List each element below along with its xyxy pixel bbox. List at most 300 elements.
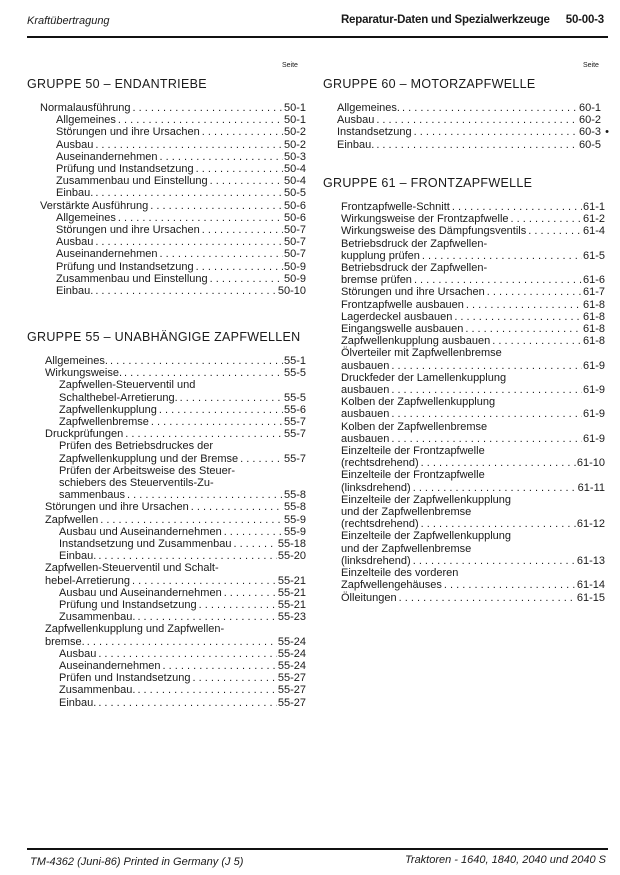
toc-entry-text: Einbau. <box>56 285 94 298</box>
toc-entry-text: Frontzapfwelle ausbauen <box>341 298 464 311</box>
toc-entry-last-line <box>341 384 605 396</box>
toc-entry-text: ausbauen <box>341 432 390 445</box>
toc-entry <box>27 200 306 212</box>
toc-entry-last-line <box>341 360 605 372</box>
toc-page-number: 55-27 <box>277 672 306 685</box>
toc-entry <box>27 562 306 586</box>
toc-entry-text: Zapfwellengehäuses <box>341 579 442 592</box>
leader-dots <box>202 224 283 236</box>
toc-page-number: 55-27 <box>277 684 306 697</box>
toc-entry <box>27 379 306 403</box>
toc-entry <box>27 163 306 175</box>
toc-entry-text: Ausbau und Auseinandernehmen <box>59 525 222 538</box>
toc-entry-text: sammenbaus <box>59 489 126 502</box>
toc-entry-last-line <box>59 599 306 611</box>
toc-entry-last-line <box>56 126 306 138</box>
toc-entry-text: (rechtsdrehend) <box>341 518 419 531</box>
toc-entry-last-line <box>59 648 306 660</box>
toc-entry-last-line <box>45 636 306 648</box>
toc-entry-last-line <box>56 273 306 285</box>
toc-entry-text: Prüfen des Betriebsdruckes der <box>59 440 214 453</box>
leader-dots <box>98 648 277 660</box>
toc-page-number: 50-6 <box>283 211 306 224</box>
leader-dots <box>95 236 283 248</box>
toc-entry-text: Frontzapfwelle-Schnitt <box>341 201 450 213</box>
toc-entry-text: Instandsetzung <box>337 126 412 139</box>
header-rule <box>27 36 608 38</box>
toc-page-number: 50-10 <box>277 285 306 298</box>
toc-entry-text: Zapfwellen-Steuerventil und Schalt- <box>45 562 219 575</box>
toc-entry-text: Einzelteile der Zapfwellenkupplung <box>341 493 511 506</box>
toc-entry-text: Prüfung und Instandsetzung <box>56 163 194 176</box>
toc-entry <box>323 114 601 126</box>
toc-entry-text: Allgemeines <box>56 211 116 224</box>
toc-entry-text: ausbauen <box>341 384 390 397</box>
leader-dots <box>160 248 283 260</box>
toc-entry-last-line <box>56 187 306 199</box>
seite-label-right: Seite <box>583 62 599 69</box>
toc-entry <box>27 404 306 416</box>
toc-entry-last-line <box>341 299 605 311</box>
revision-mark: • <box>605 126 609 139</box>
toc-entry-text: (rechtsdrehend) <box>341 457 419 470</box>
toc-entry-text: Einzelteile der Frontzapfwelle <box>341 469 485 482</box>
toc-page-number: 55-24 <box>277 647 306 660</box>
toc-entry-last-line <box>45 575 306 587</box>
toc-entry-text: Auseinandernehmen <box>59 660 161 673</box>
toc-entry <box>323 567 605 591</box>
toc-entry-last-line <box>59 453 306 465</box>
toc-entry <box>323 238 605 262</box>
toc-entry-text: bremse. <box>45 635 85 648</box>
toc-entry-text: Auseinandernehmen <box>56 150 158 163</box>
group-50 <box>27 77 306 297</box>
toc-entry-text: Einzelteile der Frontzapfwelle <box>341 445 485 458</box>
footer-rule <box>27 848 608 850</box>
leader-dots <box>444 579 576 591</box>
toc-entry <box>27 285 306 297</box>
toc-page-number: 55-9 <box>283 525 306 538</box>
toc-entry-text: Prüfen und Instandsetzung <box>59 672 191 685</box>
toc-entry-text: Betriebsdruck der Zapfwellen- <box>341 262 488 275</box>
toc-entry-text: Allgemeines <box>56 114 116 127</box>
toc-page-number: 61-11 <box>577 481 605 494</box>
toc-entry <box>27 587 306 599</box>
leader-dots <box>233 538 276 550</box>
toc-entry-last-line <box>56 285 306 297</box>
toc-page-number: 50-6 <box>283 199 306 212</box>
toc-page-number: 55-18 <box>277 538 306 551</box>
toc-entry-last-line <box>341 518 605 530</box>
leader-dots <box>391 433 582 445</box>
toc-entry-last-line <box>337 126 609 139</box>
leader-dots <box>422 250 582 262</box>
toc-page-number: 50-2 <box>283 138 306 151</box>
toc-entry <box>323 201 605 213</box>
toc-entry-last-line <box>59 587 306 599</box>
toc-entry-last-line <box>59 538 306 550</box>
leader-dots <box>133 102 283 114</box>
leader-dots <box>98 697 277 709</box>
leader-dots <box>391 360 582 372</box>
toc-page-number: 60-3 <box>578 126 601 139</box>
leader-dots <box>376 114 578 126</box>
leader-dots <box>399 592 576 604</box>
toc-entry <box>323 494 605 531</box>
leader-dots <box>180 392 283 404</box>
toc-page-number: 61-15 <box>576 591 605 604</box>
toc-entry <box>27 623 306 647</box>
leader-dots <box>163 660 277 672</box>
header-page-number: 50-00-3 <box>565 14 604 26</box>
toc-page-number: 55-6 <box>283 403 306 416</box>
toc-page-number: 50-2 <box>283 126 306 139</box>
toc-entry-last-line <box>341 433 605 445</box>
toc-page-number: 55-5 <box>283 367 306 380</box>
toc-entry-last-line <box>341 335 605 347</box>
leader-dots <box>454 311 582 323</box>
toc-entry <box>27 261 306 273</box>
toc-entry <box>27 114 306 126</box>
leader-dots <box>376 139 578 151</box>
toc-page-number: 61-1 <box>582 201 605 213</box>
toc-entry-text: Schalthebel-Arretierung. <box>59 391 178 404</box>
toc-entry-last-line <box>341 201 605 213</box>
leader-dots <box>413 555 576 567</box>
toc-page-number: 61-9 <box>582 384 605 397</box>
toc-entry <box>323 372 605 396</box>
toc-entry <box>27 355 306 367</box>
leader-dots <box>110 355 283 367</box>
toc-entry-last-line <box>59 697 306 709</box>
toc-entry-text: Einbau. <box>56 187 94 200</box>
toc-page-number: 55-21 <box>277 574 306 587</box>
toc-entry <box>27 175 306 187</box>
toc-page-number: 55-1 <box>283 355 306 367</box>
leader-dots <box>224 526 283 538</box>
toc-entry <box>323 323 605 335</box>
toc-entry-text: Zapfwellen <box>45 513 99 526</box>
toc-entry <box>27 526 306 538</box>
toc-entry <box>27 416 306 428</box>
toc-page-number: 50-7 <box>283 236 306 249</box>
leader-dots <box>118 114 283 126</box>
toc-entry-text: schiebers des Steuerventils-Zu- <box>59 477 214 490</box>
toc-entry <box>323 530 605 567</box>
leader-dots <box>95 285 277 297</box>
leader-dots <box>151 416 283 428</box>
toc-page-number: 61-8 <box>582 323 605 336</box>
toc-entry <box>323 139 601 151</box>
toc-entry <box>323 396 605 420</box>
leader-dots <box>191 501 283 513</box>
toc-entry-text: Einbau. <box>59 696 97 709</box>
leader-dots <box>414 126 578 138</box>
leader-dots <box>465 323 582 335</box>
toc-entry-text: Störungen und ihre Ursachen <box>56 126 200 139</box>
toc-entry-last-line <box>341 225 605 237</box>
toc-entry-text: Prüfen der Arbeitsweise des Steuer- <box>59 464 236 477</box>
toc-entry <box>323 469 605 493</box>
seite-label-left: Seite <box>282 62 298 69</box>
toc-entry-last-line <box>59 611 306 623</box>
toc-entry-text: Zusammenbau und Einstellung <box>56 175 208 188</box>
toc-entry-last-line <box>56 261 306 273</box>
toc-page-number: 50-3 <box>283 150 306 163</box>
toc-entry-last-line <box>40 200 306 212</box>
leader-dots <box>118 212 283 224</box>
toc-entry-last-line <box>337 139 601 151</box>
toc-entry-last-line <box>45 501 306 513</box>
toc-entry-last-line <box>45 428 306 440</box>
toc-entry <box>323 445 605 469</box>
leader-dots <box>492 335 582 347</box>
group-heading: GRUPPE 50 – ENDANTRIEBE <box>27 77 207 91</box>
toc-entry <box>27 550 306 562</box>
toc-entry-last-line <box>56 151 306 163</box>
leader-dots <box>196 163 283 175</box>
toc-page-number: 55-7 <box>283 452 306 465</box>
toc-page-number: 55-9 <box>283 513 306 526</box>
toc-entry <box>27 187 306 199</box>
toc-entry <box>27 465 306 502</box>
leader-dots <box>413 482 577 494</box>
toc-entry-text: (linksdrehend) <box>341 481 411 494</box>
toc-entry <box>27 139 306 151</box>
leader-dots <box>224 587 277 599</box>
leader-dots <box>210 273 283 285</box>
toc-page-number: 61-10 <box>576 457 605 470</box>
toc-entry-last-line <box>59 550 306 562</box>
toc-entry-text: hebel-Arretierung <box>45 574 130 587</box>
leader-dots <box>391 408 582 420</box>
toc-entry-last-line <box>341 213 605 225</box>
toc-page-number: 61-13 <box>576 554 605 567</box>
toc-page-number: 61-6 <box>582 274 605 287</box>
leader-dots <box>402 102 578 114</box>
leader-dots <box>137 611 276 623</box>
toc-entry-last-line <box>56 248 306 260</box>
group-60 <box>323 77 609 151</box>
toc-entry <box>323 311 605 323</box>
toc-entry-text: Zapfwellen-Steuerventil und <box>59 379 196 392</box>
toc-entry-text: Ausbau <box>56 138 94 151</box>
toc-entry <box>27 428 306 440</box>
toc-entry <box>27 514 306 526</box>
leader-dots <box>192 672 276 684</box>
toc-entry-text: Betriebsdruck der Zapfwellen- <box>341 237 488 250</box>
leader-dots <box>528 225 582 237</box>
toc-entry-text: Wirkungsweise. <box>45 367 123 380</box>
toc-page-number: 55-7 <box>283 428 306 441</box>
leader-dots <box>100 514 283 526</box>
toc-entry <box>27 648 306 660</box>
toc-page-number: 60-2 <box>578 114 601 127</box>
toc-page-number: 61-8 <box>582 335 605 348</box>
toc-page-number: 61-12 <box>576 518 605 531</box>
toc-entry-last-line <box>59 526 306 538</box>
toc-page-number: 55-24 <box>277 660 306 673</box>
leader-dots <box>87 636 277 648</box>
toc-page-number: 50-4 <box>283 163 306 176</box>
toc-entry-text: Lagerdeckel ausbauen <box>341 310 453 323</box>
toc-entry-last-line <box>59 489 306 501</box>
toc-page-number: 55-21 <box>277 599 306 612</box>
toc-entry <box>27 367 306 379</box>
toc-entry <box>27 151 306 163</box>
toc-entry <box>27 697 306 709</box>
toc-entry-text: Verstärkte Ausführung <box>40 199 149 212</box>
toc-entry-text: Instandsetzung und Zusammenbau <box>59 538 232 551</box>
toc-page-number: 61-9 <box>582 408 605 421</box>
toc-page-number: 55-23 <box>277 611 306 624</box>
toc-entry-text: Zapfwellenkupplung und der Bremse <box>59 452 239 465</box>
toc-entry-last-line <box>341 592 605 604</box>
toc-page-number: 50-1 <box>283 114 306 127</box>
toc-entry <box>323 335 605 347</box>
toc-entry-text: bremse prüfen <box>341 274 412 287</box>
toc-entry-text: Zapfwellenkupplung <box>59 403 157 416</box>
toc-entry-text: Ausbau <box>59 647 97 660</box>
toc-entry-text: Prüfung und Instandsetzung <box>56 260 194 273</box>
group-heading: GRUPPE 55 – UNABHÄNGIGE ZAPFWELLEN <box>27 330 301 344</box>
toc-entry-last-line <box>45 514 306 526</box>
toc-entry <box>323 126 609 139</box>
toc-entry-last-line <box>341 579 605 591</box>
toc-entry-text: Prüfung und Instandsetzung <box>59 599 197 612</box>
toc-entry-last-line <box>59 684 306 696</box>
toc-entry-text: Einzelteile des vorderen <box>341 567 459 580</box>
toc-entry <box>27 212 306 224</box>
leader-dots <box>95 187 283 199</box>
header-title: Reparatur-Daten und Spezialwerkzeuge <box>340 14 550 26</box>
toc-entry-text: Auseinandernehmen <box>56 248 158 261</box>
toc-entry-last-line <box>341 250 605 262</box>
leader-dots <box>240 453 283 465</box>
toc-entry <box>323 262 605 286</box>
toc-entry <box>323 225 605 237</box>
toc-entry <box>27 236 306 248</box>
toc-entry <box>323 286 605 298</box>
toc-entry <box>27 102 306 114</box>
toc-entry-text: Druckprüfungen <box>45 428 124 441</box>
toc-entry-text: Störungen und ihre Ursachen <box>341 286 485 299</box>
toc-entry-last-line <box>341 286 605 298</box>
toc-entry <box>27 126 306 138</box>
toc-entry-text: Allgemeines. <box>45 355 108 367</box>
leader-dots <box>421 457 576 469</box>
toc-entry <box>27 440 306 464</box>
footer-right: Traktoren - 1640, 1840, 2040 und 2040 S <box>405 854 606 866</box>
leader-dots <box>466 299 582 311</box>
toc-entry-text: ausbauen <box>341 408 390 421</box>
toc-page-number: 55-21 <box>277 586 306 599</box>
toc-entry-last-line <box>337 102 601 114</box>
toc-page-number: 61-14 <box>576 579 605 592</box>
toc-entry-text: kupplung prüfen <box>341 249 420 262</box>
toc-page-number: 50-9 <box>283 272 306 285</box>
toc-entry <box>323 102 601 114</box>
toc-page-number: 61-9 <box>582 359 605 372</box>
toc-entry <box>323 347 605 371</box>
header-title-block <box>341 14 604 26</box>
toc-entry-text: Einbau. <box>59 550 97 563</box>
toc-entry-last-line <box>56 163 306 175</box>
leader-dots <box>487 286 582 298</box>
toc-entry-last-line <box>45 355 306 367</box>
leader-dots <box>160 151 283 163</box>
toc-page-number: 55-8 <box>283 501 306 514</box>
leader-dots <box>196 261 283 273</box>
toc-page-number: 55-24 <box>277 635 306 648</box>
leader-dots <box>124 367 283 379</box>
group-55 <box>27 330 306 709</box>
toc-entry <box>27 501 306 513</box>
toc-entry-text: Ölleitungen <box>341 591 397 604</box>
toc-entry-last-line <box>341 274 605 286</box>
leader-dots <box>511 213 582 225</box>
toc-entry-text: Ausbau <box>337 114 375 127</box>
toc-entry-text: (linksdrehend) <box>341 554 411 567</box>
toc-entry-last-line <box>341 457 605 469</box>
toc-entry-text: Zapfwellenkupplung ausbauen <box>341 335 491 348</box>
toc-entry-text: Wirkungsweise des Dämpfungsventils <box>341 225 527 238</box>
toc-entry-text: Eingangswelle ausbauen <box>341 323 464 336</box>
toc-page-number: 61-2 <box>582 213 605 226</box>
toc-page-number: 55-27 <box>277 696 306 709</box>
toc-entry-last-line <box>59 416 306 428</box>
leader-dots <box>95 139 283 151</box>
toc-entry <box>27 538 306 550</box>
toc-entry-text: Ausbau und Auseinandernehmen <box>59 586 222 599</box>
toc-page-number: 55-8 <box>283 489 306 502</box>
group-heading: GRUPPE 60 – MOTORZAPFWELLE <box>323 77 536 91</box>
toc-entry-text: Einbau. <box>337 138 375 151</box>
toc-entry-last-line <box>341 323 605 335</box>
leader-dots <box>125 428 283 440</box>
toc-entry <box>27 599 306 611</box>
toc-entry-last-line <box>56 236 306 248</box>
toc-page-number: 61-4 <box>582 225 605 238</box>
leader-dots <box>414 274 582 286</box>
group-heading: GRUPPE 61 – FRONTZAPFWELLE <box>323 176 533 190</box>
toc-entry-text: Zusammenbau. <box>59 684 136 697</box>
leader-dots <box>202 126 283 138</box>
toc-entry <box>323 299 605 311</box>
group-61 <box>323 176 605 604</box>
toc-entry-text: Normalausführung <box>40 102 131 114</box>
toc-entry-text: Zapfwellenkupplung und Zapfwellen- <box>45 623 225 636</box>
leader-dots <box>132 575 277 587</box>
toc-entry-last-line <box>341 311 605 323</box>
toc-entry-text: Zapfwellenbremse <box>59 416 149 429</box>
toc-entry-last-line <box>56 114 306 126</box>
toc-entry <box>27 248 306 260</box>
leader-dots <box>452 201 582 213</box>
toc-page-number: 55-20 <box>277 550 306 563</box>
leader-dots <box>199 599 277 611</box>
toc-entry-last-line <box>56 224 306 236</box>
toc-entry <box>27 273 306 285</box>
toc-page-number: 61-8 <box>582 310 605 323</box>
toc-page-number: 61-5 <box>582 249 605 262</box>
toc-page-number: 50-7 <box>283 224 306 237</box>
toc-entry-last-line <box>341 482 605 494</box>
toc-entry-text: Ausbau <box>56 236 94 249</box>
toc-entry-last-line <box>56 212 306 224</box>
toc-page-number: 61-9 <box>582 432 605 445</box>
toc-entry-last-line <box>56 139 306 151</box>
